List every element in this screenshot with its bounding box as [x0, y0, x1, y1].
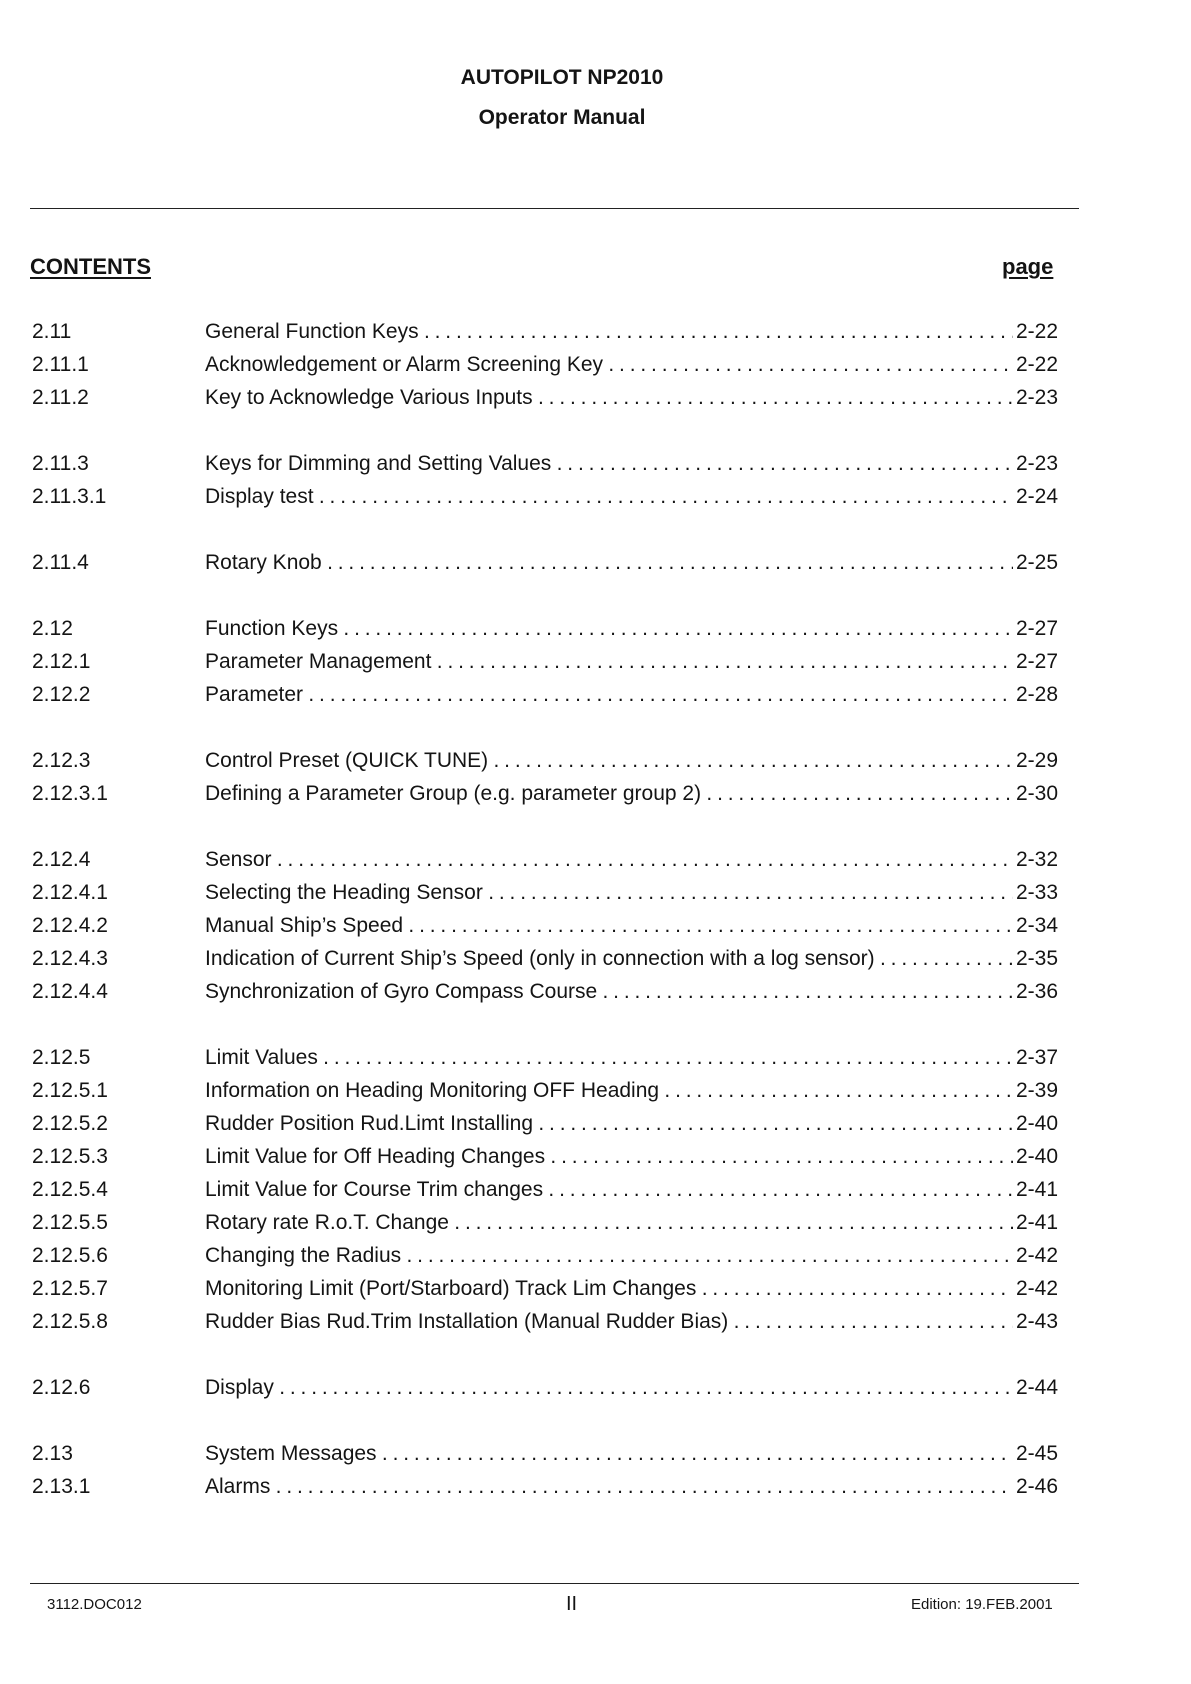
- toc-title-leader: [205, 1241, 1013, 1271]
- toc-section-title: Indication of Current Ship’s Speed (only in connection with a log sensor): [205, 947, 875, 970]
- toc-section-title: Changing the Radius: [205, 1244, 402, 1267]
- toc-page-number: 2-41: [1015, 1211, 1058, 1234]
- toc-entry: [30, 548, 1058, 578]
- toc-title-leader: [205, 1109, 1013, 1139]
- toc-page-number: 2-29: [1015, 749, 1058, 772]
- document-id: 3112.DOC012: [47, 1596, 142, 1613]
- toc-section-number: 2.12.4: [32, 848, 91, 871]
- toc-section-title: Parameter Management: [205, 650, 432, 673]
- toc-section-title: Control Preset (QUICK TUNE): [205, 749, 489, 772]
- toc-section-title: Limit Value for Course Trim changes: [205, 1178, 544, 1201]
- toc-section-number: 2.12.5.8: [32, 1310, 108, 1333]
- toc-section-number: 2.12.3: [32, 749, 91, 772]
- toc-section-title: Function Keys: [205, 617, 339, 640]
- toc-section-number: 2.11.2: [32, 386, 89, 409]
- toc-entry: [30, 1274, 1058, 1304]
- toc-section-title: Parameter: [205, 683, 304, 706]
- toc-page-number: 2-39: [1015, 1079, 1058, 1102]
- toc-entry: [30, 911, 1058, 941]
- toc-section-number: 2.12.5.5: [32, 1211, 108, 1234]
- toc-section-title: System Messages: [205, 1442, 377, 1465]
- toc-entry: [30, 1142, 1058, 1172]
- toc-page-number: 2-40: [1015, 1112, 1058, 1135]
- toc-page-number: 2-36: [1015, 980, 1058, 1003]
- toc-section-title: General Function Keys: [205, 320, 419, 343]
- toc-section-number: 2.12.5.1: [32, 1079, 108, 1102]
- toc-section-number: 2.13: [32, 1442, 73, 1465]
- toc-section-title: Synchronization of Gyro Compass Course: [205, 980, 598, 1003]
- toc-section-title: Limit Value for Off Heading Changes: [205, 1145, 546, 1168]
- toc-entry: [30, 977, 1058, 1007]
- toc-page-number: 2-22: [1015, 353, 1058, 376]
- toc-page-number: 2-42: [1015, 1244, 1058, 1267]
- toc-section-number: 2.11.3: [32, 452, 89, 475]
- toc-section-number: 2.12.5.6: [32, 1244, 108, 1267]
- toc-section-number: 2.12.4.1: [32, 881, 108, 904]
- toc-title-leader: [205, 317, 1013, 347]
- toc-page-number: 2-22: [1015, 320, 1058, 343]
- toc-page-number: 2-42: [1015, 1277, 1058, 1300]
- toc-entry: [30, 482, 1058, 512]
- toc-entry: [30, 1109, 1058, 1139]
- toc-entry: [30, 1175, 1058, 1205]
- toc-section-number: 2.12: [32, 617, 73, 640]
- toc-page-number: 2-41: [1015, 1178, 1058, 1201]
- toc-page-number: 2-44: [1015, 1376, 1058, 1399]
- toc-section-number: 2.11.1: [32, 353, 89, 376]
- toc-page-number: 2-33: [1015, 881, 1058, 904]
- toc-section-number: 2.12.5.3: [32, 1145, 108, 1168]
- toc-page-number: 2-23: [1015, 386, 1058, 409]
- toc-section-title: Information on Heading Monitoring OFF Heading: [205, 1079, 660, 1102]
- toc-section-title: Rotary Knob: [205, 551, 322, 574]
- toc-entry: [30, 944, 1058, 974]
- toc-section-number: 2.12.4.4: [32, 980, 108, 1003]
- page-folio: II: [566, 1593, 578, 1615]
- toc-section-title: Rotary rate R.o.T. Change: [205, 1211, 449, 1234]
- toc-page-number: 2-35: [1015, 947, 1058, 970]
- toc-title-leader: [205, 1439, 1013, 1469]
- toc-title-leader: [205, 383, 1013, 413]
- toc-entry: [30, 1043, 1058, 1073]
- toc-section-number: 2.12.4.3: [32, 947, 108, 970]
- toc-section-number: 2.12.5.7: [32, 1277, 108, 1300]
- toc-page-number: 2-28: [1015, 683, 1058, 706]
- toc-page-number: 2-40: [1015, 1145, 1058, 1168]
- toc-page-number: 2-37: [1015, 1046, 1058, 1069]
- toc-title-leader: [205, 1472, 1013, 1502]
- toc-title-leader: [205, 1043, 1013, 1073]
- toc-section-title: Sensor: [205, 848, 272, 871]
- toc-entry: [30, 1076, 1058, 1106]
- toc-page-number: 2-25: [1015, 551, 1058, 574]
- toc-section-title: Defining a Parameter Group (e.g. parameter group 2): [205, 782, 702, 805]
- toc-section-number: 2.12.5.2: [32, 1112, 108, 1135]
- toc-page-number: 2-34: [1015, 914, 1058, 937]
- toc-entry: [30, 647, 1058, 677]
- toc-section-number: 2.13.1: [32, 1475, 91, 1498]
- toc-title-leader: [205, 350, 1013, 380]
- toc-section-title: Acknowledgement or Alarm Screening Key: [205, 353, 604, 376]
- toc-section-number: 2.12.1: [32, 650, 91, 673]
- toc-page-number: 2-23: [1015, 452, 1058, 475]
- toc-title-leader: [205, 1373, 1013, 1403]
- toc-entry: [30, 449, 1058, 479]
- toc-title-leader: [205, 680, 1013, 710]
- toc-title-leader: [205, 1175, 1013, 1205]
- toc-entry: [30, 845, 1058, 875]
- toc-section-title: Limit Values: [205, 1046, 318, 1069]
- toc-section-number: 2.12.2: [32, 683, 91, 706]
- toc-title-leader: [205, 779, 1013, 809]
- toc-entry: [30, 680, 1058, 710]
- document-subtitle: Operator Manual: [478, 106, 646, 129]
- toc-entry: [30, 1439, 1058, 1469]
- toc-title-leader: [205, 845, 1013, 875]
- toc-page-number: 2-27: [1015, 617, 1058, 640]
- footer-divider: [30, 1583, 1079, 1584]
- page-column-heading: page: [1002, 254, 1054, 279]
- toc-section-title: Display: [205, 1376, 274, 1399]
- toc-entry: [30, 746, 1058, 776]
- toc-title-leader: [205, 1274, 1013, 1304]
- toc-entry: [30, 779, 1058, 809]
- toc-entry: [30, 383, 1058, 413]
- toc-entry: [30, 1472, 1058, 1502]
- toc-section-number: 2.12.5.4: [32, 1178, 108, 1201]
- document-title: AUTOPILOT NP2010: [460, 66, 664, 89]
- toc-section-title: Display test: [205, 485, 314, 508]
- toc-section-number: 2.11.3.1: [32, 485, 107, 508]
- toc-title-leader: [205, 1076, 1013, 1106]
- toc-section-title: Manual Ship’s Speed: [205, 914, 404, 937]
- toc-page-number: 2-45: [1015, 1442, 1058, 1465]
- toc-page-number: 2-46: [1015, 1475, 1058, 1498]
- toc-title-leader: [205, 482, 1013, 512]
- toc-title-leader: [205, 878, 1013, 908]
- toc-section-number: 2.12.3.1: [32, 782, 108, 805]
- toc-title-leader: [205, 1307, 1013, 1337]
- toc-section-title: Selecting the Heading Sensor: [205, 881, 483, 904]
- toc-section-title: Key to Acknowledge Various Inputs: [205, 386, 533, 409]
- toc-title-leader: [205, 449, 1013, 479]
- toc-page-number: 2-32: [1015, 848, 1058, 871]
- toc-section-title: Monitoring Limit (Port/Starboard) Track Lim Changes: [205, 1277, 697, 1300]
- toc-title-leader: [205, 944, 1013, 974]
- toc-section-number: 2.12.5: [32, 1046, 91, 1069]
- toc-entry: [30, 1307, 1058, 1337]
- toc-title-leader: [205, 647, 1013, 677]
- toc-title-leader: [205, 548, 1013, 578]
- toc-entry: [30, 614, 1058, 644]
- toc-title-leader: [205, 911, 1013, 941]
- edition-date: Edition: 19.FEB.2001: [911, 1596, 1053, 1613]
- toc-entry: [30, 1241, 1058, 1271]
- toc-section-title: Keys for Dimming and Setting Values: [205, 452, 552, 475]
- toc-section-number: 2.11: [32, 320, 72, 343]
- toc-title-leader: [205, 746, 1013, 776]
- toc-entry: [30, 350, 1058, 380]
- toc-section-title: Rudder Position Rud.Limt Installing: [205, 1112, 534, 1135]
- toc-entry: [30, 317, 1058, 347]
- toc-section-number: 2.11.4: [32, 551, 89, 574]
- toc-section-number: 2.12.6: [32, 1376, 91, 1399]
- toc-section-title: Alarms: [205, 1475, 271, 1498]
- toc-page-number: 2-27: [1015, 650, 1058, 673]
- toc-page-number: 2-30: [1015, 782, 1058, 805]
- toc-section-number: 2.12.4.2: [32, 914, 108, 937]
- toc-title-leader: [205, 977, 1013, 1007]
- toc-title-leader: [205, 1142, 1013, 1172]
- toc-entry: [30, 1373, 1058, 1403]
- toc-page-number: 2-43: [1015, 1310, 1058, 1333]
- toc-entry: [30, 1208, 1058, 1238]
- contents-heading: CONTENTS: [30, 254, 151, 279]
- toc-title-leader: [205, 1208, 1013, 1238]
- toc-entry: [30, 878, 1058, 908]
- toc-section-title: Rudder Bias Rud.Trim Installation (Manual Rudder Bias): [205, 1310, 729, 1333]
- toc-page-number: 2-24: [1015, 485, 1058, 508]
- toc-title-leader: [205, 614, 1013, 644]
